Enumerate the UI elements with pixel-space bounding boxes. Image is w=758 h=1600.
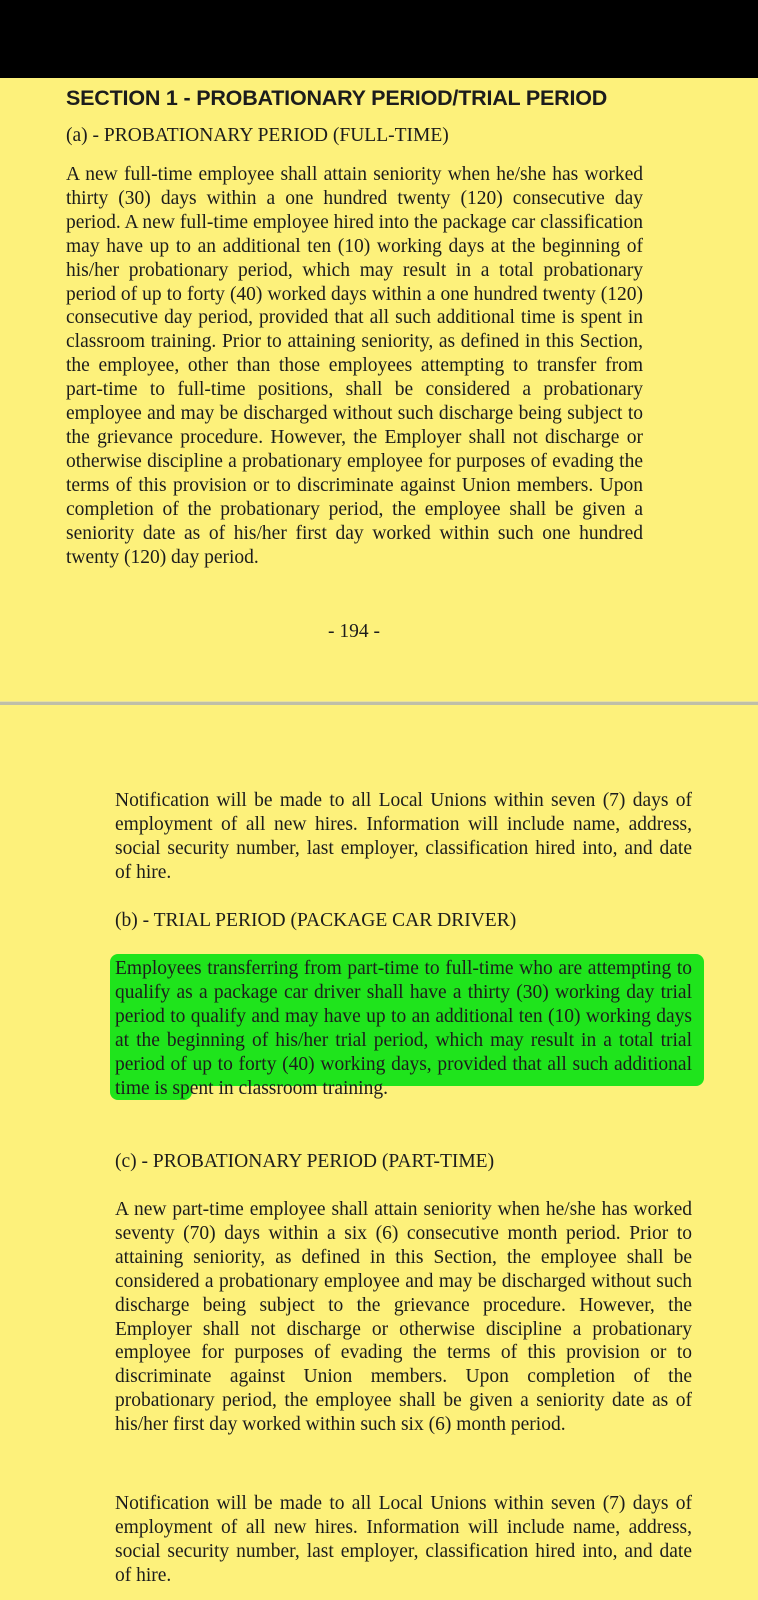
subsection-c-paragraph: A new part-time employee shall attain seniority when he/she has worked seventy (70) days within a six (6) consecutive month period. Prior to attaining seniority, as defined in this Section, the employee shall be considered a probationary employee and may be discharged without such discharge being subject to the grievance procedure. However, the Employer shall not discharge or otherwise discipline a probationary employee for purposes of evading the terms of this provision or to discriminate against Union members. Upon completion of the probationary period, the employee shall be given a seniority date as of his/her first day worked within such six (6) month period. [115, 1199, 692, 1436]
subsection-b-paragraph-highlighted[interactable]: Employees transferring from part-time to full-time who are attempting to qualify as a package car driver shall have a thirty (30) working day trial period to qualify and may have up to an additional ten (10) working days at the beginning of his/her trial period, which may result in a total trial period of up to forty (40) working days, provided that all such additional time is spent in classroom training. [115, 958, 692, 1099]
subsection-a-paragraph: A new full-time employee shall attain seniority when he/she has worked thirty (30) days within a one hundred twenty (120) consecutive day period. A new full-time employee hired into the package car classification may have up to an additional ten (10) working days at the beginning of his/her probationary period, which may result in a total probationary period of up to forty (40) worked days within a one hundred twenty (120) consecutive day period, provided that all such additional time is spent in classroom training. Prior to attaining seniority, as defined in this Section, the employee, other than those employees attempting to transfer from part-time to full-time positions, shall be considered a probationary employee and may be discharged without such discharge being subject to the grievance procedure. However, the Employer shall not discharge or otherwise discipline a probationary employee for purposes of evading the terms of this provision or to discriminate against Union members. Upon completion of the probationary period, the employee shall be given a seniority date as of his/her first day worked within such one hundred twenty (120) day period. [66, 164, 643, 568]
subsection-b-title: (b) - TRIAL PERIOD (PACKAGE CAR DRIVER) [115, 910, 517, 931]
document-page-194 [0, 78, 758, 701]
section-heading: SECTION 1 - PROBATIONARY PERIOD/TRIAL PERIOD [66, 86, 608, 110]
notification-paragraph-2: Notification will be made to all Local Unions within seven (7) days of employment of all new hires. Information will include name, address, social security number, last employer, classification hired into, and date of hire. [115, 1493, 692, 1586]
subsection-c-title: (c) - PROBATIONARY PERIOD (PART-TIME) [115, 1151, 495, 1172]
document-page-195 [0, 704, 758, 1600]
top-black-bar [0, 0, 758, 78]
subsection-a-title: (a) - PROBATIONARY PERIOD (FULL-TIME) [66, 125, 449, 146]
notification-paragraph-1: Notification will be made to all Local Unions within seven (7) days of employment of all new hires. Information will include name, address, social security number, last employer, classification hired into, and date of hire. [115, 790, 692, 883]
page-number: - 194 - [328, 621, 380, 642]
